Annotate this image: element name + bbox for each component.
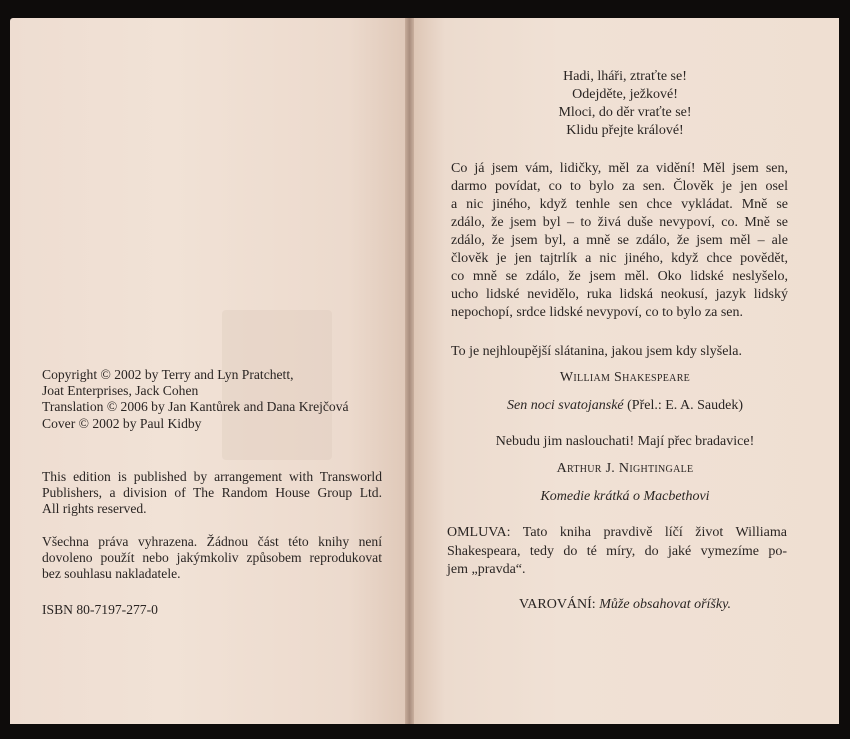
author-two: Arthur J. Nightingale	[556, 461, 694, 476]
isbn: ISBN 80-7197-277-0	[42, 602, 158, 617]
poem-line: Hadi, lháři, ztraťte se!	[563, 69, 687, 84]
copyright-line: Joat Enterprises, Jack Cohen	[42, 383, 199, 399]
prose-line: Co já jsem vám, lidičky, měl za vidění! Měl jsem sen,	[451, 161, 788, 176]
edition-line: All rights reserved.	[42, 501, 147, 517]
rights-line: Všechna práva vyhrazena. Žádnou část této knihy není	[42, 534, 382, 549]
prose-line: zdálo, že jsem byl – to živá duše nevypoví, co. Mně se	[451, 215, 788, 230]
quote-two: Nebudu jim naslouchati! Mají přec bradavice!	[495, 434, 755, 449]
apology-note	[447, 524, 787, 580]
apology-text: Tato kniha pravdivě líčí život Williama	[510, 525, 787, 540]
poem-line: Mloci, do děr vraťte se!	[558, 105, 692, 120]
source-one-note: (Přel.: E. A. Saudek)	[627, 398, 743, 413]
epigraph-poem	[411, 68, 839, 140]
warning-label: VAROVÁNÍ:	[518, 597, 596, 612]
epigraph-prose	[451, 160, 788, 322]
apology-line: Shakespeara, tedy do té míry, do jaké vymezíme po-	[447, 543, 787, 559]
warning-note	[410, 597, 840, 613]
warning-text: Může obsahovat oříšky.	[599, 597, 732, 612]
copyright-block	[42, 367, 387, 432]
poem-line: Klidu přejte králové!	[566, 123, 684, 138]
quote-one: To je nejhloupější slátanina, jakou jsem kdy slyšela.	[451, 344, 743, 359]
prose-line: ucho lidské nevidělo, ruka lidská neokusí, jazyk lidský	[451, 287, 788, 302]
prose-line: co mně se zdálo, že jsem měl. Oko lidské neslyšelo,	[451, 269, 788, 284]
edition-line: Publishers, a division of The Random House Group Ltd.	[42, 485, 382, 501]
apology-line	[447, 524, 787, 543]
edition-line: This edition is published by arrangement with Transworld	[42, 469, 382, 484]
prose-line: zdálo, že jsem byl, a mně se zdálo, že jsem měl – ale	[451, 233, 788, 248]
copyright-line: Cover © 2002 by Paul Kidby	[42, 415, 202, 431]
prose-line: nepochopí, srdce lidské nevypoví, co to bylo za sen.	[451, 305, 743, 320]
source-one	[410, 398, 840, 414]
prose-line: darmo povídat, co to bylo za sen. Člověk je jen osel	[451, 179, 788, 194]
prose-line: člověk je jen tajtrlík a nic jiného, když chce povědět,	[451, 251, 788, 266]
source-two-title: Komedie krátká o Macbethovi	[540, 489, 710, 504]
copyright-line: Translation © 2006 by Jan Kantůrek and Dana Krejčová	[42, 399, 349, 415]
author-one: William Shakespeare	[559, 370, 691, 385]
apology-line: jem „pravda“.	[447, 562, 526, 577]
source-one-title: Sen noci svatojanské	[506, 398, 624, 413]
edition-notice	[42, 469, 382, 518]
rights-line: bez souhlasu nakladatele.	[42, 566, 181, 582]
rights-notice	[42, 534, 382, 583]
rights-line: dovoleno použít nebo jakýmkoliv způsobem reprodukovat	[42, 550, 382, 566]
copyright-line: Copyright © 2002 by Terry and Lyn Pratchett,	[42, 367, 294, 382]
poem-line: Odejděte, ježkové!	[572, 87, 678, 102]
apology-label: OMLUVA:	[447, 525, 511, 540]
prose-line: a nic jiného, když tenhle sen chce vykládat. Mně se	[451, 197, 788, 212]
